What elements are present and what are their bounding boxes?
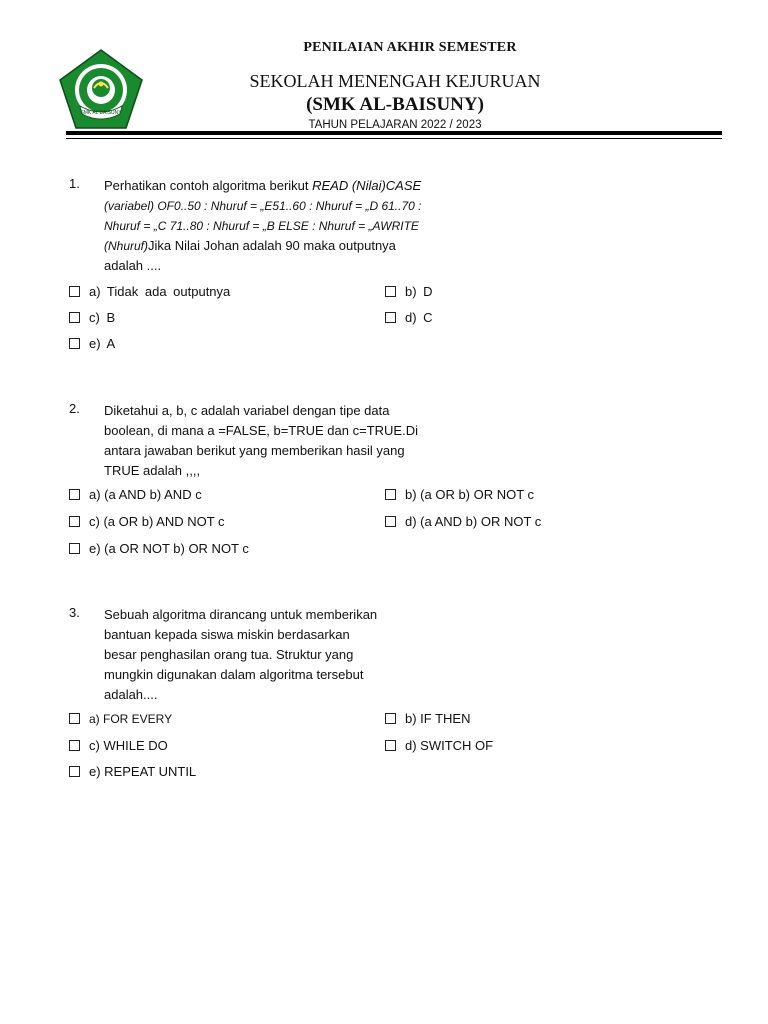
checkbox-icon[interactable] (69, 489, 80, 500)
svg-text:SMK AL BAISUNY: SMK AL BAISUNY (80, 110, 122, 116)
q1-option-d[interactable]: d) C (385, 309, 433, 327)
checkbox-icon[interactable] (69, 516, 80, 527)
q2-option-b[interactable]: b) (a OR b) OR NOT c (385, 486, 534, 504)
checkbox-icon[interactable] (69, 740, 80, 751)
question-number: 1. (69, 176, 80, 191)
header-rule-thin (66, 138, 722, 139)
question-line: bantuan kepada siswa miskin berdasarkan (104, 627, 350, 642)
school-logo-icon (58, 48, 144, 130)
header-rule-thick (66, 131, 722, 135)
q3-option-c[interactable]: c) WHILE DO (69, 737, 168, 755)
q3-option-e[interactable]: e) REPEAT UNTIL (69, 763, 196, 781)
checkbox-icon[interactable] (69, 286, 80, 297)
checkbox-icon[interactable] (69, 713, 80, 724)
question-text (104, 401, 474, 481)
checkbox-icon[interactable] (385, 312, 396, 323)
q2-option-d[interactable]: d) (a AND b) OR NOT c (385, 513, 541, 531)
checkbox-icon[interactable] (385, 489, 396, 500)
checkbox-icon[interactable] (385, 516, 396, 527)
checkbox-icon[interactable] (385, 286, 396, 297)
question-line: antara jawaban berikut yang memberikan hasil yang (104, 443, 405, 458)
question-line: (Nhuruf)Jika Nilai Johan adalah 90 maka outputnya (104, 238, 396, 253)
checkbox-icon[interactable] (385, 740, 396, 751)
question-line: TRUE adalah ,,,, (104, 463, 201, 478)
question-line: mungkin digunakan dalam algoritma tersebut (104, 667, 364, 682)
question-text (104, 605, 474, 705)
question-line: adalah.... (104, 687, 158, 702)
q1-option-a[interactable]: a) Tidak ada outputnya (69, 283, 230, 301)
checkbox-icon[interactable] (69, 338, 80, 349)
question-number: 2. (69, 401, 80, 416)
school-type: SEKOLAH MENENGAH KEJURUAN (249, 71, 541, 91)
q1-option-b[interactable]: b) D (385, 283, 433, 301)
q2-option-e[interactable]: e) (a OR NOT b) OR NOT c (69, 540, 249, 558)
question-line: Nhuruf = „C 71..80 : Nhuruf = „B ELSE : Nhuruf = „AWRITE (104, 219, 419, 233)
q2-option-c[interactable]: c) (a OR b) AND NOT c (69, 513, 225, 531)
exam-title: PENILAIAN AKHIR SEMESTER (303, 40, 517, 55)
question-number: 3. (69, 605, 80, 620)
question-line: Diketahui a, b, c adalah variabel dengan tipe data (104, 403, 390, 418)
question-line: adalah .... (104, 258, 162, 273)
q3-option-b[interactable]: b) IF THEN (385, 710, 471, 728)
checkbox-icon[interactable] (385, 713, 396, 724)
question-text (104, 176, 474, 276)
q2-option-a[interactable]: a) (a AND b) AND c (69, 486, 202, 504)
academic-year: TAHUN PELAJARAN 2022 / 2023 (308, 119, 482, 131)
school-name: (SMK AL-BAISUNY) (306, 94, 484, 115)
question-line: (variabel) OF0..50 : Nhuruf = „E51..60 : Nhuruf = „D 61..70 : (104, 199, 422, 213)
q1-option-c[interactable]: c) B (69, 309, 115, 327)
question-line: boolean, di mana a =FALSE, b=TRUE dan c=TRUE.Di (104, 423, 418, 438)
checkbox-icon[interactable] (69, 766, 80, 777)
question-line: Sebuah algoritma dirancang untuk memberikan (104, 607, 378, 622)
checkbox-icon[interactable] (69, 312, 80, 323)
q3-option-a[interactable]: a) FOR EVERY (69, 710, 172, 728)
question-line: besar penghasilan orang tua. Struktur yang (104, 647, 354, 662)
question-line: Perhatikan contoh algoritma berikut READ (Nilai)CASE (104, 178, 422, 193)
q1-option-e[interactable]: e) A (69, 335, 115, 353)
checkbox-icon[interactable] (69, 543, 80, 554)
document-header (0, 0, 768, 140)
q3-option-d[interactable]: d) SWITCH OF (385, 737, 493, 755)
